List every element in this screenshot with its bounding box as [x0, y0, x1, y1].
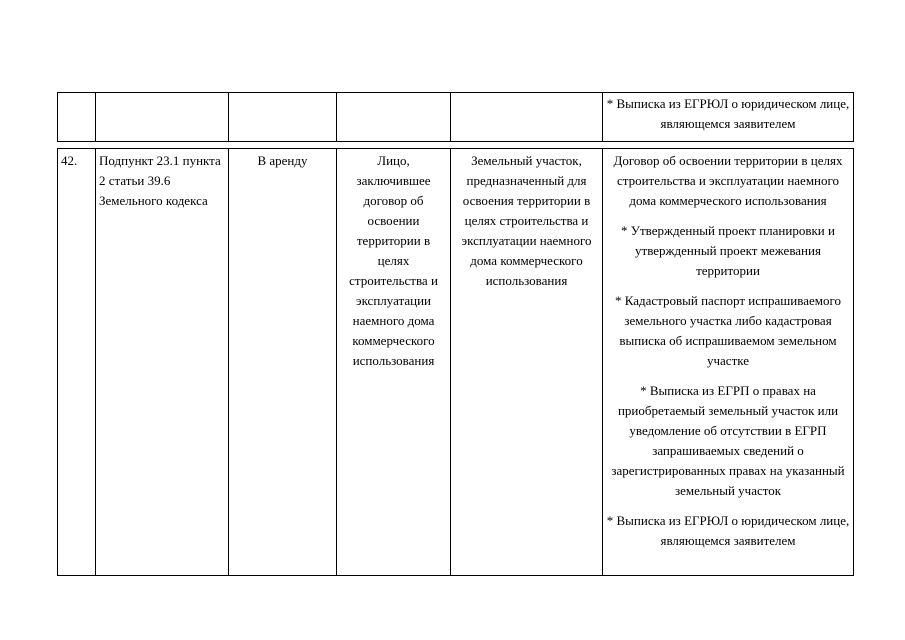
- table-row: [58, 93, 854, 142]
- cell-parcel: [451, 93, 603, 142]
- table-gap: [58, 142, 854, 149]
- table-row: [58, 149, 854, 576]
- cell-documents: [603, 149, 854, 576]
- document-item: * Утвержденный проект планировки и утвержденный проект межевания территории: [621, 223, 835, 278]
- cell-applicant: [337, 93, 451, 142]
- cell-basis: Подпункт 23.1 пункта 2 статьи 39.6 Земельного кодекса: [96, 149, 229, 576]
- cell-basis: [96, 93, 229, 142]
- document-item: * Выписка из ЕГРЮЛ о юридическом лице, являющемся заявителем: [606, 96, 850, 131]
- cell-number: 42.: [58, 149, 96, 576]
- document-item: * Выписка из ЕГРЮЛ о юридическом лице, являющемся заявителем: [606, 513, 850, 548]
- land-documents-table: [57, 92, 854, 576]
- cell-type: В аренду: [229, 149, 337, 576]
- cell-applicant: Лицо, заключившее договор об освоении территории в целях строительства и эксплуатации наемного дома коммерческого использования: [337, 149, 451, 576]
- document-item: Договор об освоении территории в целях строительства и эксплуатации наемного дома коммерческого использования: [613, 153, 843, 208]
- cell-parcel: Земельный участок, предназначенный для освоения территории в целях строительства и эксплуатации наемного дома коммерческого использования: [451, 149, 603, 576]
- document-item: * Выписка из ЕГРП о правах на приобретаемый земельный участок или уведомление об отсутствии в ЕГРП запрашиваемых сведений о зарегистрированных правах на указанный земельный участок: [611, 383, 845, 498]
- cell-documents: [603, 93, 854, 142]
- document-item: * Кадастровый паспорт испрашиваемого земельного участка либо кадастровая выписка об испрашиваемом земельном участке: [615, 293, 841, 368]
- cell-number: [58, 93, 96, 142]
- row-gap: [58, 142, 854, 149]
- cell-type: [229, 93, 337, 142]
